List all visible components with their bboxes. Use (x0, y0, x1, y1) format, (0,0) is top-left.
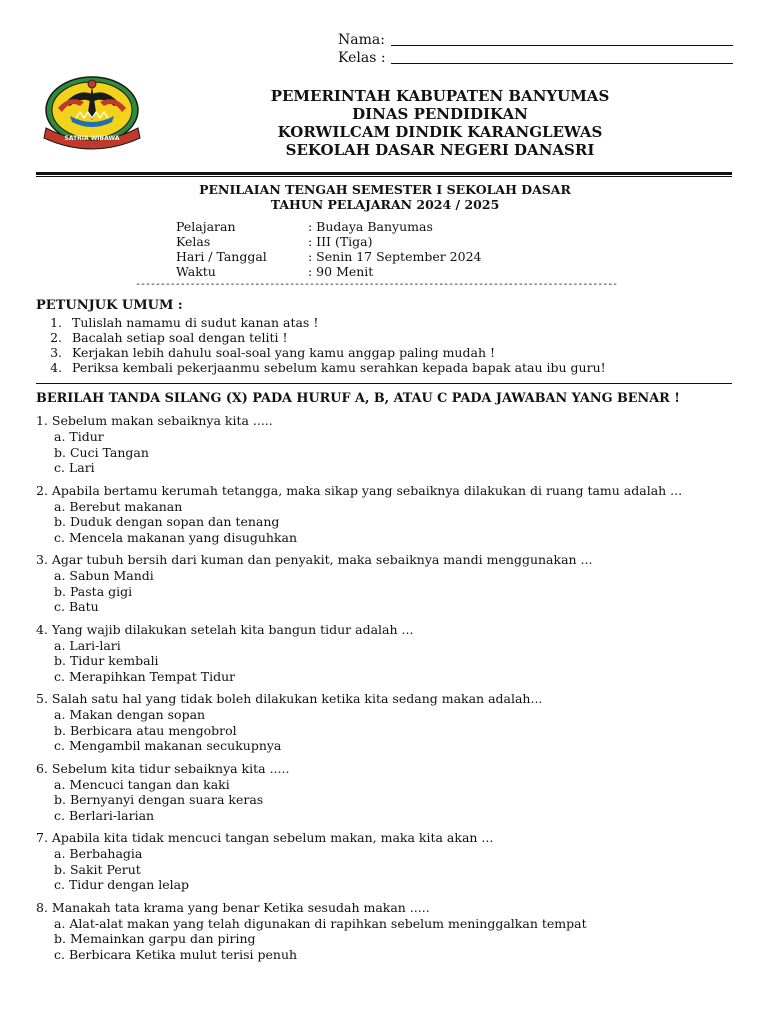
dashed-separator: ------------------------------------------------------------------------------------------------- (135, 279, 618, 290)
question-2 (36, 483, 736, 546)
info-value: : Budaya Banyumas (308, 219, 433, 234)
banyumas-emblem-logo (40, 72, 144, 152)
item-text: Periksa kembali pekerjaanmu sebelum kamu serahkan kepada bapak atau ibu guru! (72, 360, 606, 375)
question-4 (36, 622, 736, 685)
question-6 (36, 761, 736, 824)
list-item (36, 345, 606, 360)
info-value: : III (Tiga) (308, 234, 373, 249)
info-row-pelajaran (176, 219, 482, 234)
nama-label: Nama: (338, 32, 385, 48)
item-text: Kerjakan lebih dahulu soal-soal yang kamu anggap paling mudah ! (72, 345, 495, 360)
kelas-row (338, 50, 733, 66)
option-a[interactable]: a. Tidur (54, 429, 104, 444)
answer-instruction: BERILAH TANDA SILANG (X) PADA HURUF A, B, ATAU C PADA JAWABAN YANG BENAR ! (36, 391, 680, 406)
exam-title (100, 182, 670, 212)
nama-row (338, 32, 733, 48)
exam-info-table (176, 219, 482, 279)
info-key: Waktu (176, 264, 216, 279)
question-text: 6. Sebelum kita tidur sebaiknya kita ..... (36, 760, 290, 776)
option-c[interactable]: c. Tidur dengan lelap (54, 877, 190, 892)
option-b[interactable]: b. Pasta gigi (54, 583, 133, 599)
info-row-kelas (176, 234, 482, 249)
option-c[interactable]: c. Merapihkan Tempat Tidur (54, 668, 236, 684)
kop-line-4: SEKOLAH DASAR NEGERI DANASRI (285, 141, 595, 159)
question-7 (36, 830, 736, 893)
info-value: : 90 Menit (308, 264, 374, 279)
option-b[interactable]: b. Bernyanyi dengan suara keras (54, 792, 264, 807)
option-b[interactable]: b. Duduk dengan sopan dan tenang (54, 514, 280, 529)
option-b[interactable]: b. Sakit Perut (54, 861, 141, 877)
item-number: 4. (50, 360, 62, 375)
item-number: 1. (50, 315, 62, 330)
nama-blank-line[interactable] (391, 33, 733, 46)
option-b[interactable]: b. Berbicara atau mengobrol (54, 722, 237, 738)
school-letterhead (240, 87, 640, 159)
list-item (36, 315, 606, 330)
info-row-waktu (176, 264, 482, 279)
emblem-motto-text: SATRIA WIBAWA (64, 135, 120, 142)
question-8 (36, 900, 736, 963)
option-a[interactable]: a. Sabun Mandi (54, 568, 154, 583)
question-text: 1. Sebelum makan sebaiknya kita ..... (36, 413, 273, 428)
option-a[interactable]: a. Berebut makanan (54, 498, 183, 514)
petunjuk-title: PETUNJUK UMUM : (36, 298, 183, 313)
kelas-blank-line[interactable] (391, 51, 733, 64)
question-3 (36, 552, 736, 615)
option-c[interactable]: c. Berlari-larian (54, 807, 155, 823)
option-a[interactable]: a. Lari-lari (54, 637, 121, 653)
option-b[interactable]: b. Cuci Tangan (54, 444, 149, 460)
option-a[interactable]: a. Makan dengan sopan (54, 707, 206, 722)
item-number: 2. (50, 330, 62, 345)
info-row-hari-tanggal (176, 249, 482, 264)
question-5 (36, 691, 736, 754)
letterhead-rule-thick (36, 172, 732, 175)
option-a[interactable]: a. Berbahagia (54, 846, 143, 861)
option-a[interactable]: a. Mencuci tangan dan kaki (54, 776, 230, 792)
list-item (36, 360, 606, 375)
info-key: Hari / Tanggal (176, 249, 267, 264)
letterhead-rule-thin (36, 176, 732, 177)
question-1 (36, 413, 736, 476)
option-c[interactable]: c. Lari (54, 460, 95, 475)
info-key: Pelajaran (176, 219, 236, 234)
exam-title-line-2: TAHUN PELAJARAN 2024 / 2025 (270, 197, 500, 212)
kop-line-3: KORWILCAM DINDIK KARANGLEWAS (277, 123, 603, 141)
kelas-label: Kelas : (338, 50, 386, 66)
item-text: Tulislah namamu di sudut kanan atas ! (72, 315, 319, 330)
exam-title-line-1: PENILAIAN TENGAH SEMESTER I SEKOLAH DASAR (199, 182, 571, 197)
question-text: 2. Apabila bertamu kerumah tetangga, maka sikap yang sebaiknya dilakukan di ruang tamu adalah ... (36, 482, 683, 498)
petunjuk-list (36, 315, 606, 375)
option-b[interactable]: b. Memainkan garpu dan piring (54, 931, 256, 946)
item-number: 3. (50, 345, 62, 360)
kop-line-2: DINAS PENDIDIKAN (352, 105, 528, 123)
kop-line-1: PEMERINTAH KABUPATEN BANYUMAS (270, 87, 610, 105)
info-value: : Senin 17 September 2024 (308, 249, 482, 264)
question-text: 8. Manakah tata krama yang benar Ketika sesudah makan ..... (36, 899, 430, 915)
question-text: 5. Salah satu hal yang tidak boleh dilakukan ketika kita sedang makan adalah... (36, 691, 543, 706)
option-a[interactable]: a. Alat-alat makan yang telah digunakan di rapihkan sebelum meninggalkan tempat (54, 915, 587, 931)
option-c[interactable]: c. Mencela makanan yang disuguhkan (54, 529, 298, 545)
section-rule (36, 383, 732, 384)
question-list (36, 413, 736, 969)
info-key: Kelas (176, 234, 211, 249)
item-text: Bacalah setiap soal dengan teliti ! (72, 330, 288, 345)
list-item (36, 330, 606, 345)
option-c[interactable]: c. Batu (54, 599, 99, 614)
question-text: 7. Apabila kita tidak mencuci tangan sebelum makan, maka kita akan ... (36, 830, 494, 845)
option-b[interactable]: b. Tidur kembali (54, 653, 159, 668)
question-text: 4. Yang wajib dilakukan setelah kita bangun tidur adalah ... (36, 621, 414, 637)
option-c[interactable]: c. Berbicara Ketika mulut terisi penuh (54, 946, 298, 962)
question-text: 3. Agar tubuh bersih dari kuman dan penyakit, maka sebaiknya mandi menggunakan ... (36, 552, 593, 567)
option-c[interactable]: c. Mengambil makanan secukupnya (54, 738, 282, 753)
